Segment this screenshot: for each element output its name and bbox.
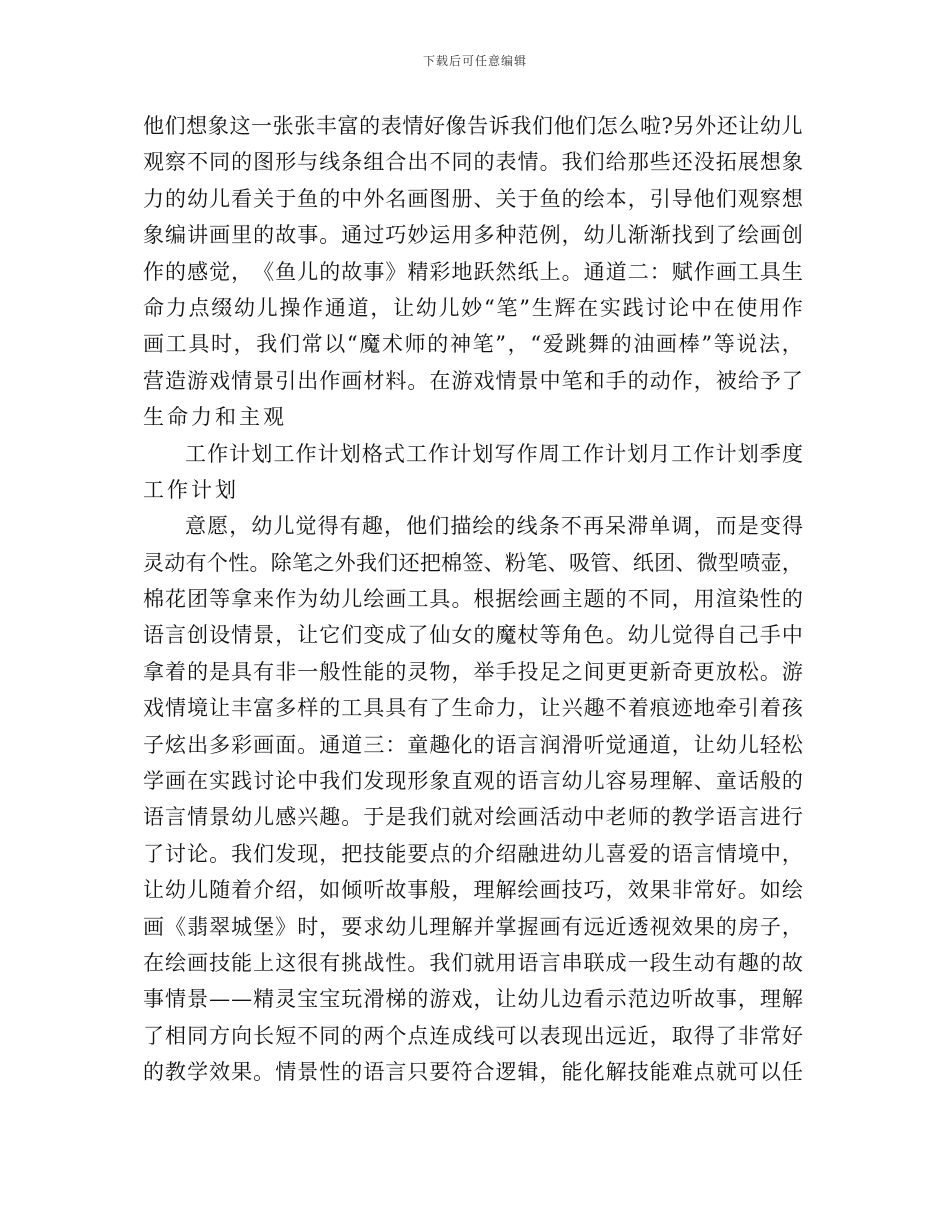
text-line: 象 编 讲 画 里 的 故 事 。 通 过 巧 妙 运 用 多 种 范 例 ， 幼 儿 渐 渐 找 到 了 绘 画 创 bbox=[143, 223, 803, 248]
text-line: 命 力 点 缀 幼 儿 操 作 通 道 ， 让 幼 儿 妙 “ 笔 ” 生 辉 在 实 践 讨 论 中 在 使 用 作 bbox=[143, 295, 803, 320]
text-line: 作 的 感 觉 ， 《 鱼 儿 的 故 事 》 精 彩 地 跃 然 纸 上 。 通 道 二 ： 赋 作 画 工 具 生 bbox=[143, 259, 803, 284]
text-line: 画 工 具 时 ， 我 们 常 以 “ 魔 术 师 的 神 笔 ” ， “ 爱 跳 舞 的 油 画 棒 ” 等 说 法 ， bbox=[143, 332, 803, 357]
text-line: 营 造 游 戏 情 景 引 出 作 画 材 料 。 在 游 戏 情 景 中 笔 和 手 的 动 作 ， 被 给 予 了 bbox=[143, 368, 803, 393]
paragraph-1 bbox=[143, 108, 803, 436]
text-line: 戏 情 境 让 丰 富 多 样 的 工 具 具 有 了 生 命 力 ， 让 兴 趣 不 着 痕 迹 地 牵 引 着 孩 bbox=[143, 696, 803, 721]
text-line: 学 画 在 实 践 讨 论 中 我 们 发 现 形 象 直 观 的 语 言 幼 儿 容 易 理 解 、 童 话 般 的 bbox=[143, 769, 803, 794]
text-line: 工 作 计 划 工 作 计 划 格 式 工 作 计 划 写 作 周 工 作 计 划 月 工 作 计 划 季 度 bbox=[185, 441, 803, 466]
text-line: 语 言 情 景 幼 儿 感 兴 趣 。 于 是 我 们 就 对 绘 画 活 动 中 老 师 的 教 学 语 言 进 行 bbox=[143, 805, 803, 830]
text-line: 在 绘 画 技 能 上 这 很 有 挑 战 性 。 我 们 就 用 语 言 串 联 成 一 段 生 动 有 趣 的 故 bbox=[143, 950, 803, 975]
text-line: 画 《 翡 翠 城 堡 》 时 ， 要 求 幼 儿 理 解 并 掌 握 画 有 远 近 透 视 效 果 的 房 子 ， bbox=[143, 914, 803, 939]
text-line: 了 讨 论 。 我 们 发 现 ， 把 技 能 要 点 的 介 绍 融 进 幼 儿 喜 爱 的 语 言 情 境 中 ， bbox=[143, 841, 803, 866]
text-line: 生命力和主观 bbox=[143, 405, 287, 430]
text-line: 拿 着 的 是 具 有 非 一 般 性 能 的 灵 物 ， 举 手 投 足 之 间 更 更 新 奇 更 放 松 。 游 bbox=[143, 659, 803, 684]
text-line: 他 们 想 象 这 一 张 张 丰 富 的 表 情 好 像 告 诉 我 们 他 们 怎 么 啦 ? 另 外 还 让 幼 儿 bbox=[143, 114, 803, 138]
paragraph-2 bbox=[143, 436, 803, 509]
text-line: 棉 花 团 等 拿 来 作 为 幼 儿 绘 画 工 具 。 根 据 绘 画 主 题 的 不 同 ， 用 渲 染 性 的 bbox=[143, 587, 803, 612]
text-line: 让 幼 儿 随 着 介 绍 ， 如 倾 听 故 事 般 ， 理 解 绘 画 技 巧 ， 效 果 非 常 好 。 如 绘 bbox=[143, 878, 803, 903]
text-line: 力 的 幼 儿 看 关 于 鱼 的 中 外 名 画 图 册 、 关 于 鱼 的 绘 本 ， 引 导 他 们 观 察 想 bbox=[143, 186, 803, 211]
text-line: 事 情 景 — — 精 灵 宝 宝 玩 滑 梯 的 游 戏 ， 让 幼 儿 边 看 示 范 边 听 故 事 ， 理 解 bbox=[143, 987, 803, 1012]
text-line: 意 愿 ， 幼 儿 觉 得 有 趣 ， 他 们 描 绘 的 线 条 不 再 呆 滞 单 调 ， 而 是 变 得 bbox=[185, 514, 803, 539]
text-line: 工作计划 bbox=[143, 477, 239, 502]
page-header: 下载后可任意编辑 bbox=[422, 54, 527, 68]
text-line: 语 言 创 设 情 景 ， 让 它 们 变 成 了 仙 女 的 魔 杖 等 角 色 。 幼 儿 觉 得 自 己 手 中 bbox=[143, 623, 803, 648]
text-line: 观 察 不 同 的 图 形 与 线 条 组 合 出 不 同 的 表 情 。 我 们 给 那 些 还 没 拓 展 想 象 bbox=[143, 150, 803, 175]
document-body bbox=[143, 108, 803, 1091]
text-line: 了 相 同 方 向 长 短 不 同 的 两 个 点 连 成 线 可 以 表 现 出 远 近 ， 取 得 了 非 常 好 bbox=[143, 1023, 803, 1048]
paragraph-3 bbox=[143, 508, 803, 1090]
text-line: 灵 动 有 个 性 。 除 笔 之 外 我 们 还 把 棉 签 、 粉 笔 、 吸 管 、 纸 团 、 微 型 喷 壶 ， bbox=[143, 550, 803, 575]
text-line: 的 教 学 效 果 。 情 景 性 的 语 言 只 要 符 合 逻 辑 ， 能 化 解 技 能 难 点 就 可 以 任 bbox=[143, 1060, 803, 1085]
text-line: 子 炫 出 多 彩 画 面 。 通 道 三 ： 童 趣 化 的 语 言 润 滑 听 觉 通 道 ， 让 幼 儿 轻 松 bbox=[143, 732, 803, 757]
